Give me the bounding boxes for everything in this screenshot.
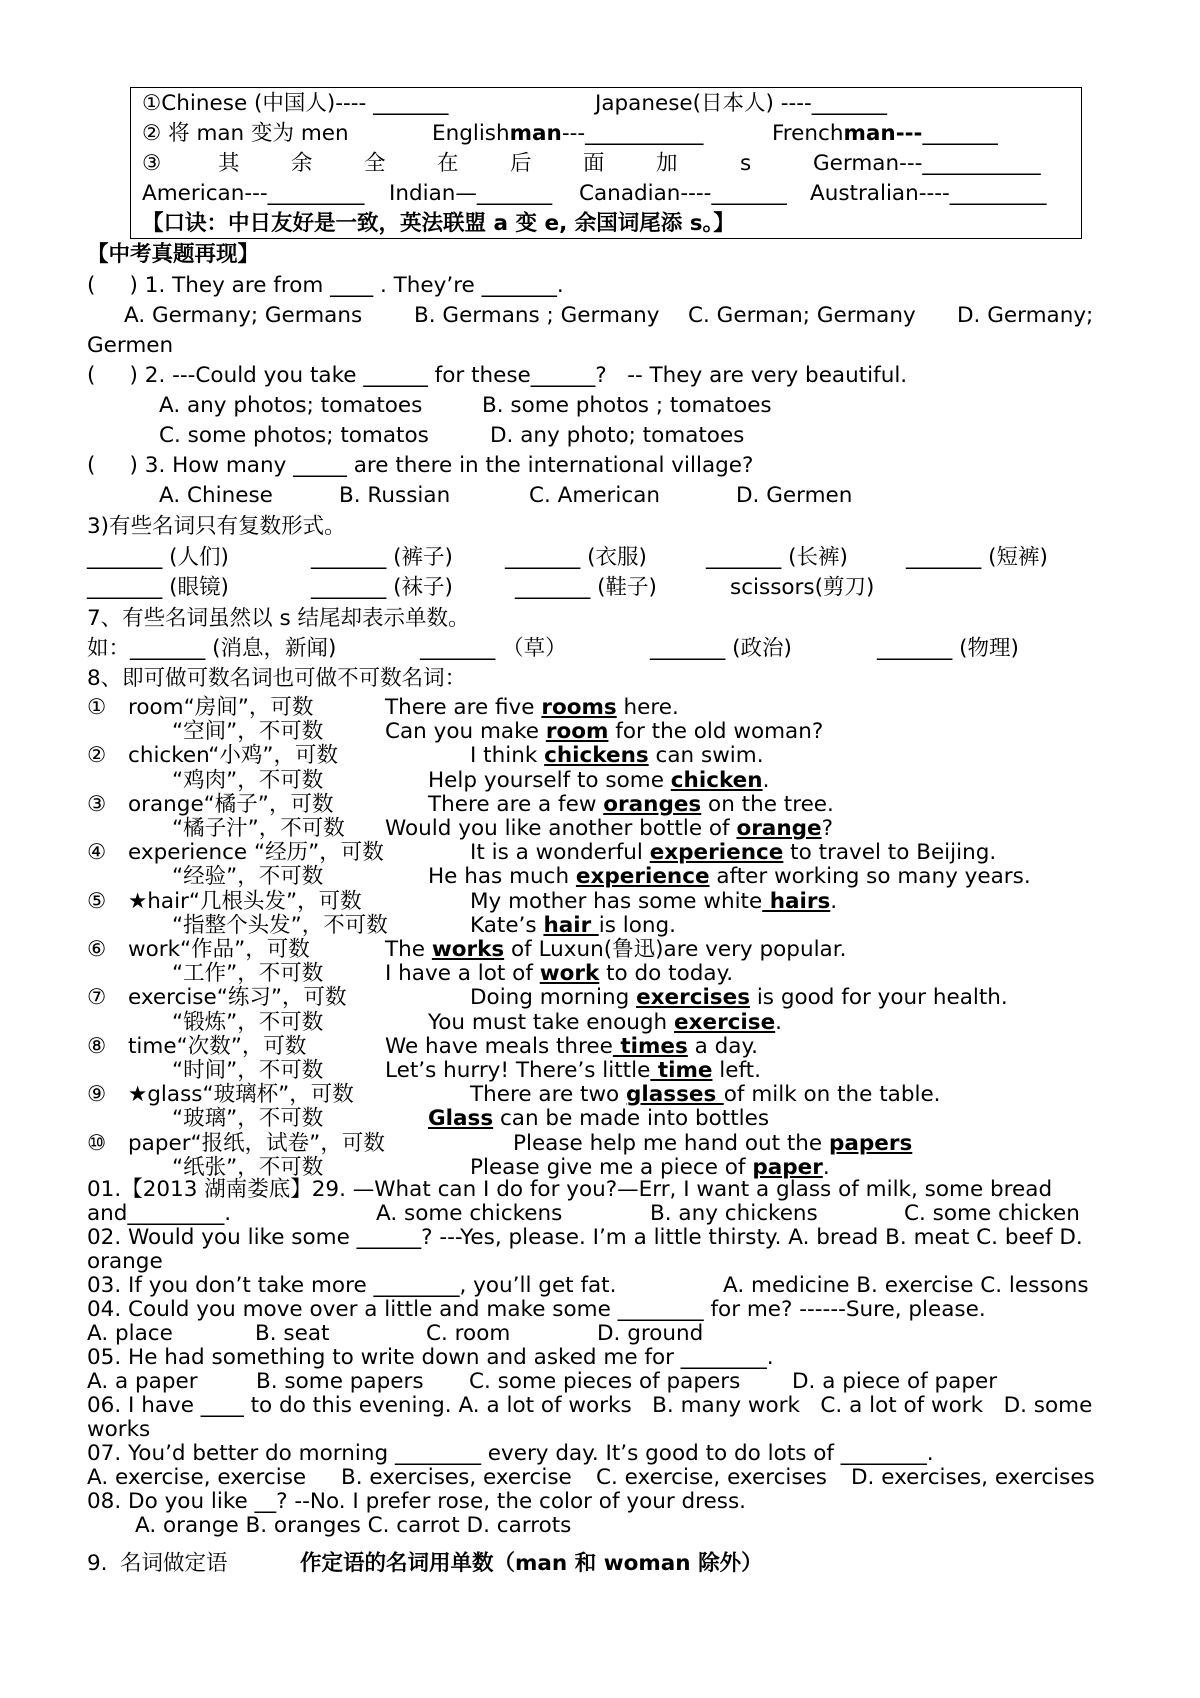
box-mnemonic: 【口诀：中日友好是一致，英法联盟 a 变 e, 余国词尾添 s。】 [142,211,735,236]
item-example-uncountable [428,1107,769,1132]
example-text: There are a few [428,791,604,817]
q3-option-a: A. Chinese [159,483,273,508]
q2-option-c: C. some photos; tomatos [159,423,429,448]
item-number: ⑥ [87,937,107,962]
example-text: for the old woman? [608,719,824,745]
exercise-03-options: A. medicine B. exercise C. lessons [723,1273,1089,1298]
section-9-number: 9. [87,1551,115,1576]
item-example-countable [470,890,837,915]
item-word-countable: experience “经历”，可数 [128,840,384,866]
example-text: I think [470,743,545,769]
example-text: is long. [598,912,676,938]
section-8-title: 8、即可做可数名词也可做不可数名词： [87,666,467,691]
q2-option-a: A. any photos; tomatoes [159,393,423,418]
example-keyword: hairs [762,888,831,914]
example-text: Please help me hand out the [513,1130,829,1156]
exercise-04-option: A. place [87,1321,173,1346]
box-row3-char: 加 [656,151,678,176]
exam-heading: 【中考真题再现】 [87,242,260,267]
item-number: ② [87,743,107,769]
plural-blank: _______ (鞋子) [515,575,657,600]
item-number: ⑧ [87,1033,107,1059]
exercise-05-option: C. some pieces of papers [469,1369,741,1394]
example-text: here. [616,695,679,720]
item-example-countable [470,1083,941,1108]
box-row3-german: German---___________ [813,151,1041,176]
example-text: Can you make [385,719,546,745]
example-keyword: chicken [670,767,763,793]
box-row4-american: American---_________ [142,181,365,206]
example-text: of milk on the table. [723,1082,941,1108]
item-word-countable: room“房间”，可数 [128,695,314,720]
plural-blank: _______ (衣服) [505,545,647,570]
plural-blank: _______ (短裤) [906,545,1048,570]
example-keyword: time [650,1058,713,1083]
exercise-04-option: D. ground [597,1321,704,1346]
example-text: on the tree. [701,791,834,817]
box-row3-char: 全 [364,151,386,176]
item-example-uncountable [385,817,833,842]
example-keyword: room [545,719,609,745]
question-1: ( ) 1. They are from ____ . They’re _______. [87,273,564,298]
item-example-countable [470,744,764,769]
item-example-countable [470,841,996,866]
item-word-countable: ★hair“几根头发”，可数 [128,888,362,914]
q1-option-a: A. Germany; Germans [124,303,363,328]
exercise-01-option-b: B. any chickens [650,1201,818,1226]
example-text: to do today. [599,961,734,987]
example-text: My mother has some white [470,888,763,914]
plural-blank: _______ (人们) [87,545,229,570]
singular-blank: _______ (政治) [650,636,792,661]
singular-blank: _______ (物理) [877,636,1019,661]
example-text: It is a wonderful [470,840,650,866]
box-row3-char: s [740,151,752,176]
exercise-04: 04. Could you move over a little and make some ________ for me? ------Sure, please. [87,1297,986,1322]
box-row3-char: 后 [510,151,532,176]
exercise-07-option: A. exercise, exercise [87,1465,307,1490]
example-text: The [385,937,432,962]
box-row2-rule: ② 将 man 变为 men [142,121,349,146]
example-keyword: papers [829,1130,913,1156]
item-word-uncountable: “指整个头发”，不可数 [172,912,388,938]
item-example-uncountable [385,1059,761,1084]
example-text: Would you like another bottle of [385,816,737,841]
exercise-04-option: B. seat [255,1321,330,1346]
item-word-countable: work“作品”，可数 [128,937,310,962]
item-number: ③ [87,791,107,817]
exercise-07-option: D. exercises, exercises [851,1465,1095,1490]
example-text: left. [712,1058,761,1083]
example-keyword: orange [736,816,822,841]
example-text: a day. [687,1033,758,1059]
example-keyword: times [612,1033,688,1059]
box-row3-char: 其 [218,151,240,176]
item-example-uncountable [470,914,676,939]
exercise-05-option: D. a piece of paper [792,1369,998,1394]
exercise-01: 01.【2013 湖南娄底】29. —What can I do for you?—Err, I want a glass of milk, some bread [87,1177,1053,1202]
example-keyword: hair [543,912,599,938]
item-example-countable [428,793,834,818]
item-example-countable [470,986,1008,1011]
item-example-uncountable [385,720,823,745]
example-text: You must take enough [428,1009,675,1035]
example-text: . [830,888,838,914]
item-example-countable [513,1132,912,1157]
exercise-04-option: C. room [426,1321,511,1346]
q1-option-c: C. German; Germany [688,303,916,328]
section-3-title: 3)有些名词只有复数形式。 [87,514,346,539]
exercise-06-wrap: works [87,1417,151,1442]
example-keyword: work [539,961,600,987]
item-word-countable: exercise“练习”，可数 [128,985,347,1011]
box-row1-chinese: ①Chinese (中国人)---- _______ [142,91,449,116]
item-example-uncountable [385,962,733,987]
example-text: . [775,1009,783,1035]
item-number: ⑤ [87,888,107,914]
exercise-05-option: B. some papers [256,1369,424,1394]
item-word-countable: orange“橘子”，可数 [128,791,334,817]
item-word-uncountable: “经验”，不可数 [172,864,324,890]
box-row3-char: 面 [583,151,605,176]
q1-option-d-wrap: Germen [87,333,174,358]
example-text: . [822,1154,830,1180]
example-keyword: chickens [544,743,649,769]
item-word-uncountable: “纸张”，不可数 [172,1154,324,1180]
exercise-06: 06. I have ____ to do this evening. A. a lot of works B. many work C. a lot of work D. some [87,1393,1093,1418]
example-text: We have meals three [385,1033,613,1059]
section-7-title: 7、有些名词虽然以 s 结尾却表示单数。 [87,606,470,631]
box-row4-australian: Australian----_________ [810,181,1047,206]
singular-blank: 如：_______ (消息，新闻) [87,636,337,661]
item-number: ① [87,695,107,720]
example-text: There are five [385,695,542,720]
example-keyword: paper [752,1154,823,1180]
example-text: after working so many years. [709,864,1031,890]
exercise-02-wrap: orange [87,1249,163,1274]
q2-option-d: D. any photo; tomatoes [490,423,745,448]
item-example-countable [385,696,679,721]
item-word-uncountable: “玻璃”，不可数 [172,1106,324,1132]
q1-option-d: D. Germany; [957,303,1094,328]
box-row3-char: 余 [291,151,313,176]
item-example-uncountable [428,769,769,794]
box-row1-japanese: Japanese(日本人) ----_______ [595,91,888,116]
plural-blank: _______ (眼镜) [87,575,229,600]
item-example-uncountable [428,865,1031,890]
exercise-03: 03. If you don’t take more ________, you’ll get fat. [87,1273,617,1298]
q3-option-c: C. American [529,483,660,508]
item-number: ④ [87,840,107,866]
example-keyword: works [431,937,505,962]
exercise-05-option: A. a paper [87,1369,198,1394]
example-keyword: glasses [626,1082,724,1108]
plural-blank: _______ (裤子) [311,545,453,570]
plural-blank: _______ (长裤) [706,545,848,570]
example-text: Please give me a piece of [470,1154,753,1180]
exercise-08-options: A. orange B. oranges C. carrot D. carrots [135,1513,572,1538]
item-number: ⑦ [87,985,107,1011]
plural-blank: _______ (袜子) [311,575,453,600]
exercise-01-blank: and_________. [87,1201,232,1226]
example-keyword: rooms [541,695,617,720]
item-word-uncountable: “空间”，不可数 [172,719,324,745]
exercise-07: 07. You’d better do morning ________ every day. It’s good to do lots of ________. [87,1441,934,1466]
example-text: Doing morning [470,985,637,1011]
item-number: ⑨ [87,1082,107,1108]
example-keyword: experience [649,840,784,866]
example-keyword: exercise [674,1009,776,1035]
item-word-countable: chicken“小鸡”，可数 [128,743,338,769]
exercise-07-option: C. exercise, exercises [596,1465,828,1490]
example-keyword: exercises [636,985,750,1011]
item-example-uncountable [428,1011,782,1036]
item-example-countable [385,1035,758,1060]
q3-option-d: D. Germen [736,483,853,508]
item-number: ⑩ [87,1130,107,1156]
example-text: Let’s hurry! There’s little [385,1058,651,1083]
example-text: of Luxun(鲁迅)are very popular. [504,937,847,962]
q2-option-b: B. some photos ; tomatoes [482,393,772,418]
item-word-countable: time“次数”，可数 [128,1033,307,1059]
item-example-countable [385,938,846,963]
box-row2-english: Englishman---___________ [432,121,704,146]
exercise-02: 02. Would you like some ______? ---Yes, please. I’m a little thirsty. A. bread B. meat C. beef D. [87,1225,1083,1250]
example-text: There are two [470,1082,627,1108]
item-word-uncountable: “工作”，不可数 [172,961,324,987]
example-text: can swim. [648,743,764,769]
question-2: ( ) 2. ---Could you take ______ for these______? -- They are very beautiful. [87,363,908,388]
example-text: . [762,767,770,793]
section-9-rule: 作定语的名词用单数（man 和 woman 除外） [300,1551,763,1576]
item-word-uncountable: “橘子汁”，不可数 [172,816,345,841]
q3-option-b: B. Russian [339,483,451,508]
example-text: Kate’s [470,912,544,938]
item-word-countable: paper“报纸，试卷”，可数 [128,1130,385,1156]
plural-scissors: scissors(剪刀) [730,575,875,600]
item-word-uncountable: “锻炼”，不可数 [172,1009,324,1035]
example-text: I have a lot of [385,961,540,987]
example-text: Help yourself to some [428,767,671,793]
exercise-05: 05. He had something to write down and asked me for ________. [87,1345,774,1370]
box-row3-char: 在 [437,151,459,176]
item-word-uncountable: “时间”，不可数 [172,1058,324,1083]
example-keyword: oranges [603,791,702,817]
example-text: to travel to Beijing. [783,840,997,866]
example-text: is good for your health. [750,985,1008,1011]
question-3: ( ) 3. How many _____ are there in the international village? [87,453,754,478]
example-text: can be made into bottles [493,1106,770,1132]
exercise-08: 08. Do you like __? --No. I prefer rose, the color of your dress. [87,1489,747,1514]
item-word-uncountable: “鸡肉”，不可数 [172,767,324,793]
item-word-countable: ★glass“玻璃杯”，可数 [128,1082,354,1108]
example-keyword: experience [575,864,710,890]
example-text: ? [821,816,834,841]
example-keyword: Glass [428,1106,494,1132]
box-row4-indian: Indian—_______ [389,181,553,206]
box-row3-char: ③ [142,151,162,176]
section-9-title: 名词做定语 [120,1551,228,1576]
singular-blank: _______ （草） [420,636,567,661]
box-row2-french: Frenchman---_______ [772,121,998,146]
exercise-07-option: B. exercises, exercise [341,1465,572,1490]
q1-option-b: B. Germans ; Germany [414,303,660,328]
example-text: He has much [428,864,576,890]
exercise-01-option-c: C. some chicken [904,1201,1080,1226]
box-row4-canadian: Canadian----_______ [579,181,787,206]
exercise-01-option-a: A. some chickens [376,1201,563,1226]
